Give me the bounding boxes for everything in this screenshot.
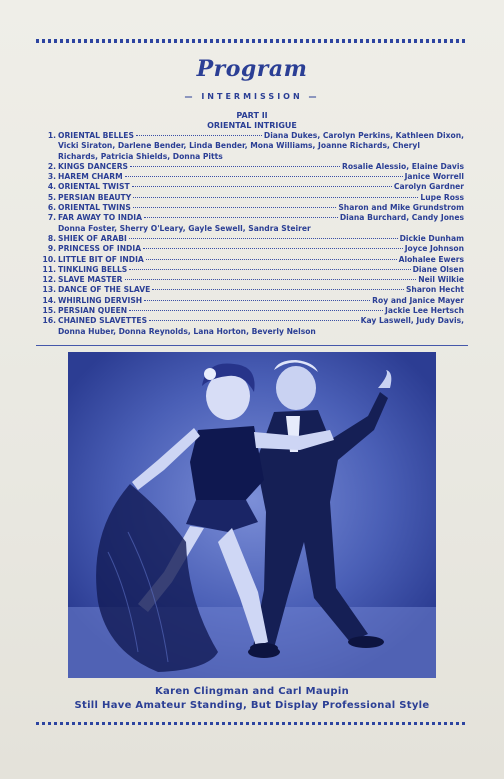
program-item-title: PRINCESS OF INDIA <box>58 244 142 254</box>
program-item-performers-continued: Richards, Patricia Shields, Donna Pitts <box>58 151 223 161</box>
program-item-performers: Kay Laswell, Judy Davis, <box>360 316 464 326</box>
dot-leader <box>146 259 397 260</box>
program-item-number: 5. <box>47 192 56 202</box>
program-item-performers: Sharon Hecht <box>405 285 464 295</box>
program-item <box>40 203 464 213</box>
program-item <box>40 296 464 306</box>
program-item <box>40 316 464 337</box>
program-item-row <box>40 265 464 275</box>
program-title: Program <box>196 56 308 82</box>
program-item <box>40 182 464 192</box>
program-item-performers: Janice Worrell <box>404 172 464 182</box>
dot-leader <box>129 269 410 270</box>
program-item-performers-continued: Vicki Siraton, Darlene Bender, Linda Bender, Mona Williams, Joanne Richards, Cheryl <box>58 141 420 151</box>
program-item <box>40 193 464 203</box>
program-item-row <box>40 131 464 141</box>
dot-leader <box>136 135 262 136</box>
program-item-performers-continued: Donna Huber, Donna Reynolds, Lana Horton, Beverly Nelson <box>58 326 316 336</box>
program-item-title: SLAVE MASTER <box>58 275 123 285</box>
program-item-title: KINGS DANCERS <box>58 161 129 171</box>
program-item-row <box>40 275 464 285</box>
program-item-number: 7. <box>47 213 56 223</box>
program-item-row <box>40 172 464 182</box>
program-item <box>40 162 464 172</box>
program-item <box>40 285 464 295</box>
program-item-number: 13. <box>42 285 56 295</box>
program-item-number: 10. <box>42 254 56 264</box>
program-item-number: 6. <box>47 203 56 213</box>
part-heading: PART II <box>236 111 268 120</box>
program-item-performers: Neil Wilkie <box>418 275 464 285</box>
program-item-row <box>40 255 464 265</box>
dancers-photo <box>68 352 436 678</box>
program-item-performers: Diana Dukes, Carolyn Perkins, Kathleen Dixon, <box>263 131 464 140</box>
program-item-title: TINKLING BELLS <box>58 264 128 274</box>
program-item-title: WHIRLING DERVISH <box>58 295 143 305</box>
dot-leader <box>149 320 359 321</box>
dot-leader <box>143 248 403 249</box>
program-item-performers: Lupe Ross <box>420 192 464 202</box>
program-item <box>40 172 464 182</box>
intermission-heading: — INTERMISSION — <box>184 92 320 101</box>
program-item-row <box>40 193 464 203</box>
top-dashed-rule <box>36 39 468 43</box>
program-item-number: 1. <box>47 131 56 140</box>
program-item <box>40 213 464 234</box>
program-item-performers: Diana Burchard, Candy Jones <box>339 213 464 223</box>
dot-leader <box>132 186 392 187</box>
bottom-dashed-rule <box>36 722 468 725</box>
program-item <box>40 275 464 285</box>
dot-leader <box>133 207 337 208</box>
program-item-title: ORIENTAL BELLES <box>58 131 134 140</box>
divider-rule <box>36 345 468 346</box>
program-item-title: SHIEK OF ARABI <box>58 233 127 243</box>
program-item <box>40 131 464 162</box>
program-item-row <box>40 162 464 172</box>
program-item-title: DANCE OF THE SLAVE <box>58 285 151 295</box>
dot-leader <box>152 289 404 290</box>
program-item <box>40 306 464 316</box>
program-item <box>40 244 464 254</box>
photo-caption-names: Karen Clingman and Carl Maupin <box>154 686 349 697</box>
program-list <box>40 131 464 337</box>
program-item-row <box>40 213 464 223</box>
dot-leader <box>129 238 398 239</box>
program-item-number: 9. <box>47 244 56 254</box>
program-item-performers: Roy and Janice Mayer <box>372 295 464 305</box>
program-item-title: HAREM CHARM <box>58 172 123 182</box>
program-item-performers: Joyce Johnson <box>404 244 464 254</box>
program-item-number: 2. <box>47 161 56 171</box>
program-item-number: 14. <box>42 295 56 305</box>
program-item-row <box>40 244 464 254</box>
program-item-performers: Alohalee Ewers <box>398 254 464 264</box>
program-item-row <box>40 285 464 295</box>
program-item-number: 11. <box>42 264 56 274</box>
program-item-number: 8. <box>47 233 56 243</box>
program-item-number: 16. <box>42 316 56 326</box>
photo-caption-tagline: Still Have Amateur Standing, But Display Professional Style <box>74 700 430 711</box>
program-item-performers: Diane Olsen <box>412 264 464 274</box>
program-item-number: 4. <box>47 182 56 192</box>
program-item-row <box>40 203 464 213</box>
dot-leader <box>125 279 417 280</box>
program-item-title: FAR AWAY TO INDIA <box>58 213 143 223</box>
program-item-title: ORIENTAL TWINS <box>58 203 131 213</box>
program-item-row <box>40 316 464 326</box>
program-item-number: 15. <box>42 306 56 316</box>
program-item-title: PERSIAN QUEEN <box>58 306 128 316</box>
program-item-performers-continued: Donna Foster, Sherry O'Leary, Gayle Sewell, Sandra Steirer <box>58 223 311 233</box>
program-item-performers: Jackie Lee Hertsch <box>385 306 464 316</box>
program-item-number: 3. <box>47 172 56 182</box>
dot-leader <box>144 217 338 218</box>
dot-leader <box>130 166 340 167</box>
dot-leader <box>133 197 418 198</box>
program-item <box>40 234 464 244</box>
program-item-number: 12. <box>42 275 56 285</box>
program-item <box>40 255 464 265</box>
program-item-title: ORIENTAL TWIST <box>58 182 130 192</box>
program-item-title: CHAINED SLAVETTES <box>58 316 148 326</box>
program-item-row <box>40 234 464 244</box>
program-item-performers: Carolyn Gardner <box>393 182 464 192</box>
dot-leader <box>129 310 383 311</box>
dot-leader <box>125 176 403 177</box>
program-item-performers: Dickie Dunham <box>399 233 464 243</box>
program-item-row <box>40 296 464 306</box>
program-item-title: LITTLE BIT OF INDIA <box>58 254 144 264</box>
program-item <box>40 265 464 275</box>
program-item-row <box>40 182 464 192</box>
section-subtitle: ORIENTAL INTRIGUE <box>207 121 297 130</box>
program-item-row <box>40 306 464 316</box>
dancers-photo-illustration <box>68 352 436 678</box>
program-item-performers: Rosalie Alessio, Elaine Davis <box>342 161 464 171</box>
program-item-performers: Sharon and Mike Grundstrom <box>338 203 464 213</box>
program-item-title: PERSIAN BEAUTY <box>58 192 132 202</box>
dot-leader <box>144 300 370 301</box>
